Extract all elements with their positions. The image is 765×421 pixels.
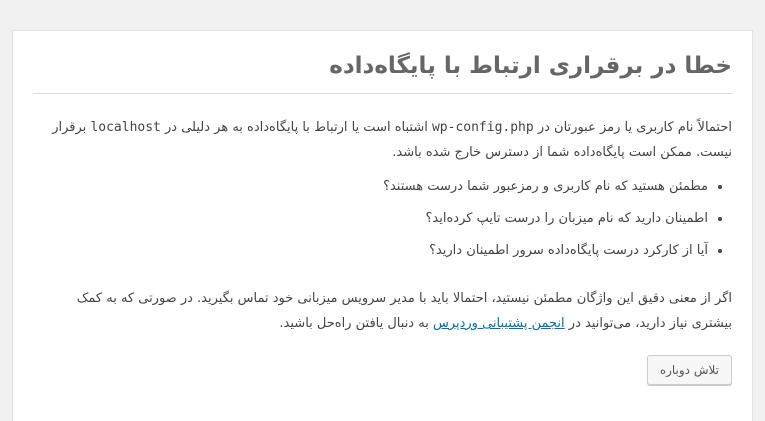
list-item: • مطمئن هستید که نام کاربری و رمزعبور شما درست هستند؟ [33, 177, 708, 197]
error-title: خطا در برقراری ارتباط با پایگاه‌داده [33, 49, 732, 94]
error-description [33, 115, 732, 165]
support-forum-link[interactable]: انجمن پشتیبانی وردپرس [432, 316, 565, 331]
help-paragraph [33, 286, 732, 336]
troubleshooting-list [33, 177, 732, 273]
error-content [13, 31, 752, 421]
intro-part1: احتمالاً نام کاربری یا رمز عبورتان در [533, 120, 732, 135]
help-text-before: اگر از معنی دقیق این واژگان مطمئن نیستید، احتمالا باید با مدیر سرویس میزبانی خود تماس بگیرید. در صورتی که به کمک بیشتری نیاز دارید، می‌توانید در [76, 291, 732, 331]
intro-part2: اشتباه است یا ارتباط با پایگاه‌داده به هر دلیلی در [160, 120, 432, 135]
config-filename: wp-config.php [431, 120, 534, 135]
list-item: • اطمینان دارید که نام میزبان را درست تایپ کرده‌اید؟ [33, 209, 708, 229]
list-item: • آیا از کارکرد درست پایگاه‌داده سرور اطمینان دارید؟ [33, 241, 708, 261]
error-card [12, 30, 753, 421]
db-host: localhost [90, 120, 161, 135]
intro-part3: برقرار نیست. ممکن است پایگاه‌داده شما از دسترس خارج شده باشد. [52, 120, 732, 160]
retry-button[interactable]: تلاش دوباره [647, 355, 732, 385]
help-text-after: به دنبال یافتن راه‌حل باشید. [279, 316, 433, 331]
